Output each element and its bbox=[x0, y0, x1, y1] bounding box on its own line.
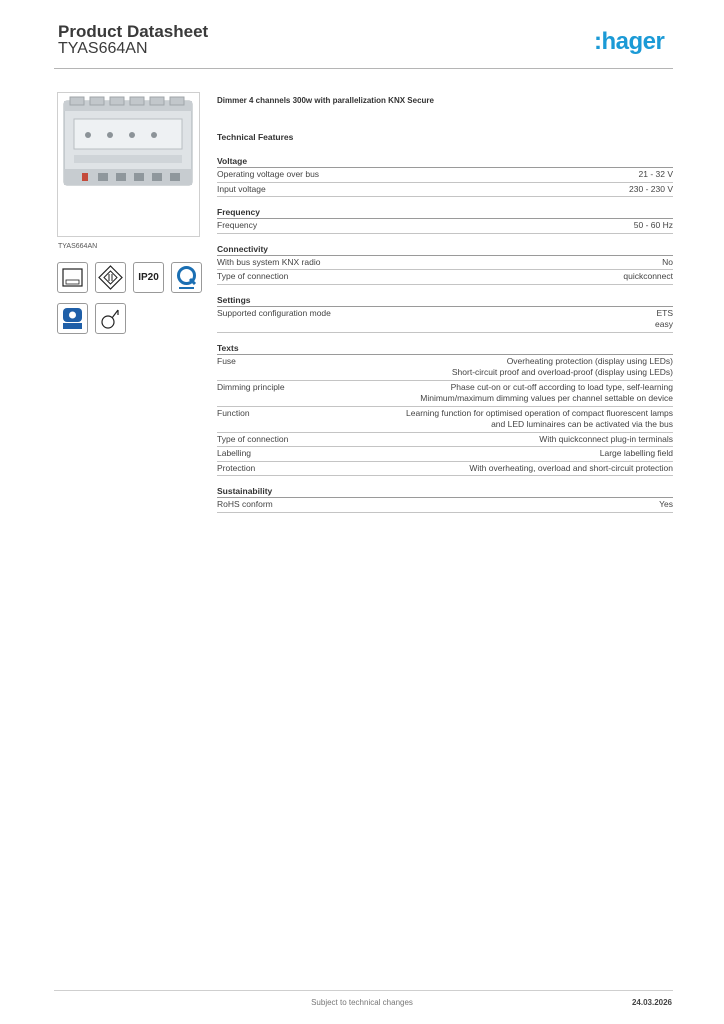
spec-label: Dimming principle bbox=[217, 381, 285, 392]
footer-divider bbox=[54, 990, 673, 991]
spec-value bbox=[452, 356, 673, 379]
spec-row bbox=[217, 219, 673, 234]
spec-label: Labelling bbox=[217, 448, 252, 458]
spec-section-heading: Texts bbox=[217, 343, 673, 355]
ip20-label: IP20 bbox=[138, 272, 159, 283]
spec-row bbox=[217, 462, 673, 477]
spec-section-heading: Connectivity bbox=[217, 244, 673, 256]
spec-value-line: Learning function for optimised operation of compact fluorescent lamps bbox=[406, 407, 673, 418]
spec-value-line: Minimum/maximum dimming values per channel settable on device bbox=[420, 393, 673, 403]
product-image-caption: TYAS664AN bbox=[58, 243, 98, 250]
spec-value bbox=[639, 169, 674, 181]
spec-section bbox=[217, 486, 673, 513]
spec-label: With bus system KNX radio bbox=[217, 256, 321, 267]
spec-value-line: Short-circuit proof and overload-proof (display using LEDs) bbox=[451, 367, 673, 377]
spec-value-line: easy bbox=[655, 319, 673, 329]
spec-value-line: Large labelling field bbox=[599, 448, 673, 458]
spec-value-line: Overheating protection (display using LEDs) bbox=[506, 355, 673, 366]
product-title: Dimmer 4 channels 300w with parallelization KNX Secure bbox=[217, 96, 434, 105]
spec-value bbox=[469, 463, 673, 475]
spec-value-line: With overheating, overload and short-circuit protection bbox=[469, 462, 673, 473]
ets-easy-icon bbox=[57, 303, 88, 334]
dimmer-function-icon bbox=[95, 303, 126, 334]
spec-value bbox=[662, 257, 673, 269]
spec-section bbox=[217, 295, 673, 333]
spec-row bbox=[217, 183, 673, 198]
spec-row bbox=[217, 381, 673, 407]
spec-value bbox=[655, 308, 673, 331]
spec-value bbox=[539, 434, 673, 446]
spec-row bbox=[217, 407, 673, 433]
quickconnect-icon bbox=[171, 262, 202, 293]
spec-value bbox=[623, 271, 673, 283]
hager-logo: :hager bbox=[594, 28, 665, 55]
knx-dimmer-module-illustration bbox=[58, 93, 199, 236]
spec-value-line: quickconnect bbox=[623, 271, 673, 281]
spec-section bbox=[217, 207, 673, 234]
specifications-panel bbox=[217, 96, 673, 523]
header-divider bbox=[54, 68, 673, 69]
spec-value-line: Phase cut-on or cut-off according to load type, self-learning bbox=[450, 381, 673, 392]
spec-label: RoHS conform bbox=[217, 499, 273, 509]
page-title: Product Datasheet bbox=[58, 22, 209, 41]
spec-section bbox=[217, 343, 673, 477]
spec-value-line: 50 - 60 Hz bbox=[633, 220, 673, 230]
spec-value bbox=[629, 184, 673, 196]
spec-section bbox=[217, 156, 673, 197]
spec-section-heading: Settings bbox=[217, 295, 673, 307]
spec-sections bbox=[217, 156, 673, 513]
spec-value-line: and LED luminaires can be activated via the bus bbox=[491, 419, 673, 429]
spec-label: Type of connection bbox=[217, 271, 289, 281]
ip20-icon bbox=[133, 262, 164, 293]
spec-row bbox=[217, 307, 673, 333]
spec-label: Function bbox=[217, 407, 250, 418]
spec-label: Operating voltage over bus bbox=[217, 169, 320, 179]
footer-date: 24.03.2026 bbox=[631, 998, 672, 1007]
spec-section-heading: Sustainability bbox=[217, 486, 673, 498]
spec-value-line: No bbox=[662, 256, 673, 267]
spec-value-line: 230 - 230 V bbox=[629, 183, 673, 194]
footer-note: Subject to technical changes bbox=[311, 998, 413, 1007]
spec-label: Input voltage bbox=[217, 183, 266, 194]
spec-label: Supported configuration mode bbox=[217, 307, 331, 318]
spec-label: Protection bbox=[217, 462, 256, 473]
spec-value-line: ETS bbox=[656, 307, 673, 318]
spec-value bbox=[600, 448, 673, 460]
spec-section bbox=[217, 244, 673, 285]
class-ii-insulation-icon bbox=[95, 262, 126, 293]
product-reference: TYAS664AN bbox=[58, 40, 148, 57]
spec-value-line: 21 - 32 V bbox=[638, 169, 673, 179]
spec-section-heading: Frequency bbox=[217, 207, 673, 219]
spec-row bbox=[217, 355, 673, 381]
spec-label: Fuse bbox=[217, 355, 236, 366]
spec-row bbox=[217, 498, 673, 513]
spec-row bbox=[217, 168, 673, 183]
spec-row bbox=[217, 447, 673, 462]
technical-features-heading: Technical Features bbox=[217, 132, 294, 142]
spec-value-line: With quickconnect plug-in terminals bbox=[539, 433, 673, 444]
spec-row bbox=[217, 433, 673, 448]
spec-value bbox=[406, 408, 673, 431]
spec-label: Type of connection bbox=[217, 433, 289, 444]
spec-value bbox=[659, 499, 673, 511]
product-image bbox=[57, 92, 200, 237]
din-rail-module-icon bbox=[57, 262, 88, 293]
spec-value bbox=[420, 382, 673, 405]
spec-value bbox=[634, 220, 673, 232]
spec-row bbox=[217, 270, 673, 285]
spec-value-line: Yes bbox=[659, 499, 673, 509]
spec-row bbox=[217, 256, 673, 271]
spec-section-heading: Voltage bbox=[217, 156, 673, 168]
spec-label: Frequency bbox=[217, 220, 258, 230]
